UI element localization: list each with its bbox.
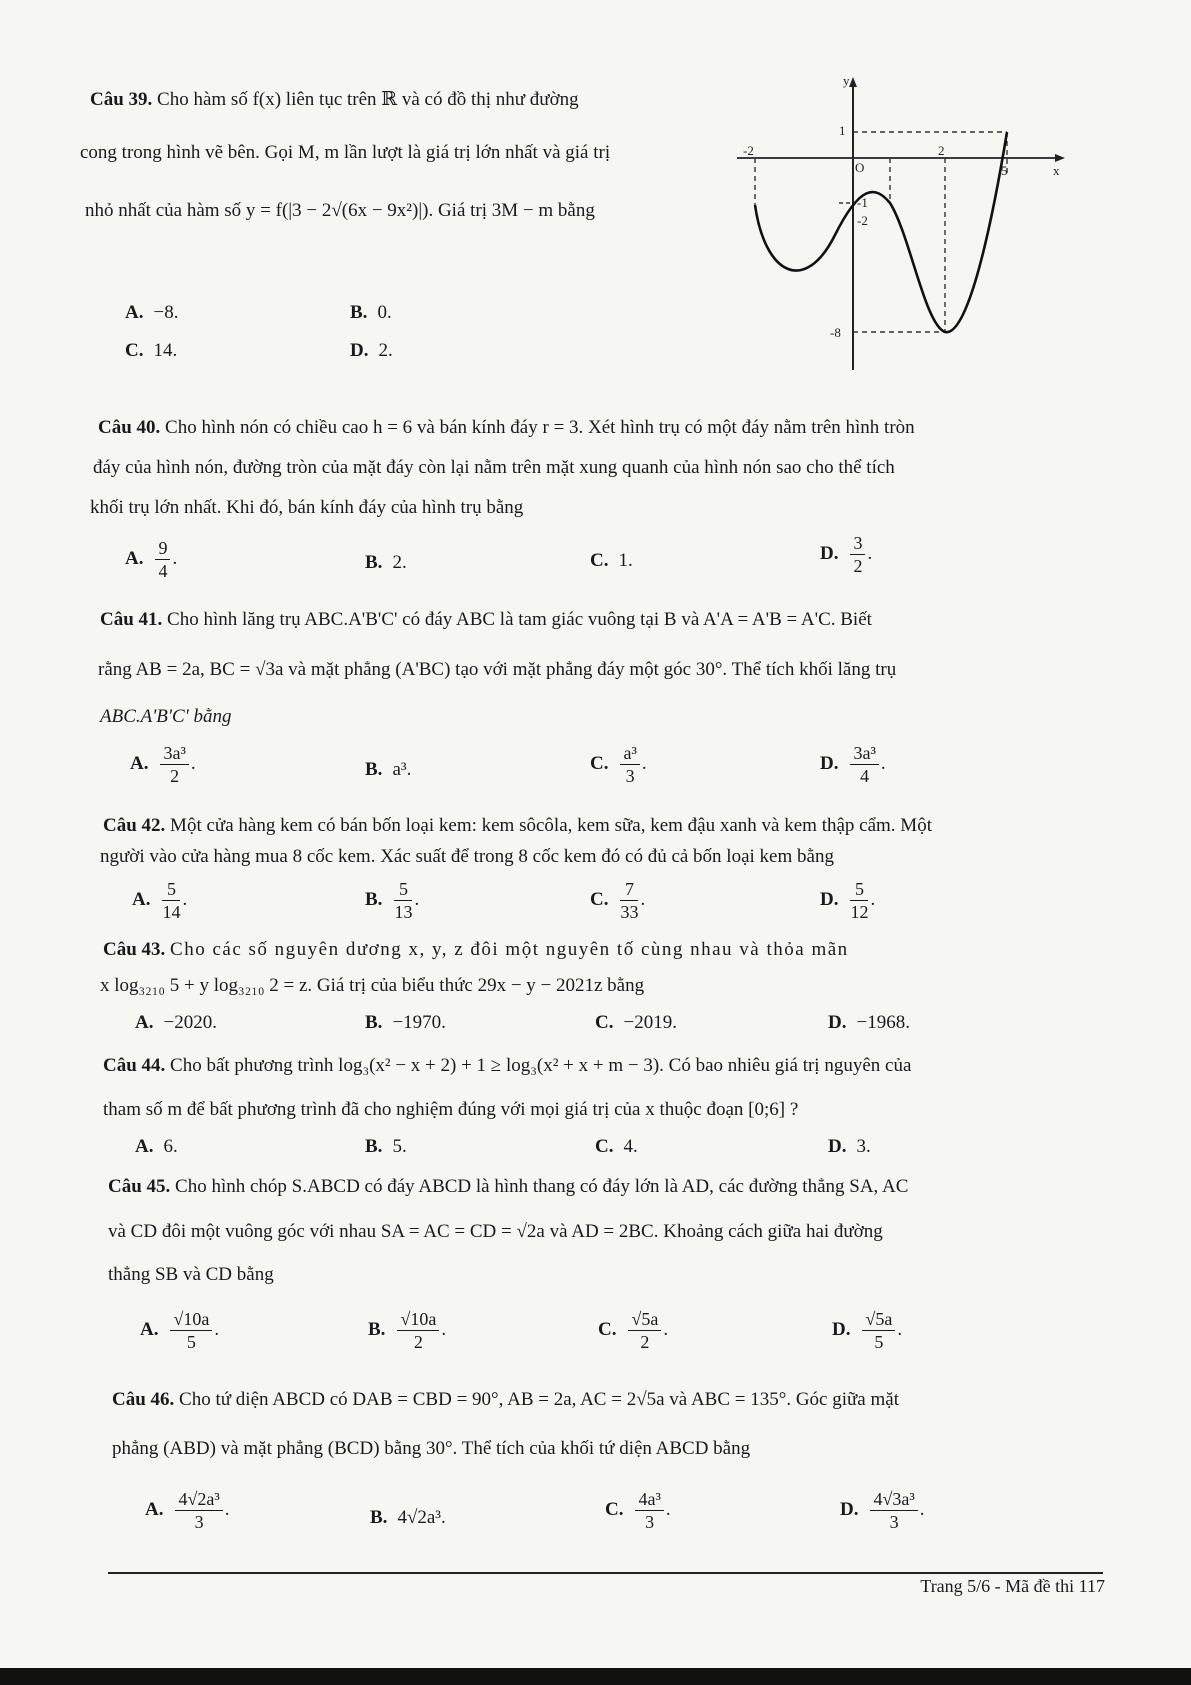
question-text: Cho hình lăng trụ ABC.A'B'C' có đáy ABC là tam giác vuông tại B và A'A = A'B = A'C. Biết xyxy=(167,609,872,630)
question-label: Câu 45. xyxy=(108,1176,171,1197)
option-b[interactable]: B. a³. xyxy=(365,759,412,780)
question-text: Cho hình nón có chiều cao h = 6 và bán kính đáy r = 3. Xét hình trụ có một đáy nằm trên hình tròn xyxy=(165,417,915,438)
option-c[interactable]: C. $\frac{\text{4a³}}{3}$ . xyxy=(605,1489,671,1532)
tick-label: 1 xyxy=(839,123,846,138)
question-label: Câu 46. xyxy=(112,1389,175,1410)
question-text: phẳng (ABD) và mặt phẳng (BCD) bằng 30°. Thể tích của khối tứ diện ABCD bằng xyxy=(112,1438,751,1459)
option-d[interactable]: D. −1968. xyxy=(828,1012,910,1033)
option-d[interactable]: D. $\frac{\text{4√3a³}}{3}$ . xyxy=(840,1489,925,1532)
function-curve xyxy=(755,132,1007,332)
question-text: đáy của hình nón, đường tròn của mặt đáy còn lại nằm trên mặt xung quanh của hình nón sao cho thể tích xyxy=(93,457,895,478)
option-c[interactable]: C. −2019. xyxy=(595,1012,677,1033)
option-b[interactable]: B. $\frac{5}{13}$ . xyxy=(365,879,420,922)
option-a[interactable]: A. −2020. xyxy=(135,1012,217,1033)
scan-edge xyxy=(0,1668,1191,1685)
option-c[interactable]: C. $\frac{√5a}{2}$ . xyxy=(598,1309,669,1352)
x-axis-label: x xyxy=(1053,163,1060,178)
y-axis-label: y xyxy=(843,75,850,88)
option-c[interactable]: C. 1. xyxy=(590,550,633,571)
function-graph xyxy=(735,75,1070,375)
option-d[interactable]: D. $\frac{\text{3a³}}{4}$ . xyxy=(820,743,886,786)
page-footer: Trang 5/6 - Mã đề thi 117 xyxy=(920,1576,1105,1596)
tick-label: 5 xyxy=(1001,163,1008,178)
option-b[interactable]: B. 0. xyxy=(350,302,392,323)
question-text: Cho các số nguyên dương x, y, z đôi một nguyên tố cùng nhau và thỏa mãn xyxy=(170,939,849,960)
option-d[interactable]: D. 2. xyxy=(350,340,393,361)
question-label: Câu 42. xyxy=(103,815,166,836)
option-a[interactable]: A. $\frac{\text{4√2a³}}{3}$ . xyxy=(145,1489,230,1532)
question-text: Cho hàm số f(x) liên tục trên ℝ và có đồ thị như đường xyxy=(157,89,579,110)
question-text: Cho hình chóp S.ABCD có đáy ABCD là hình thang có đáy lớn là AD, các đường thẳng SA, AC xyxy=(175,1176,909,1197)
question-text: Cho tứ diện ABCD có DAB = CBD = 90°, AB = 2a, AC = 2√5a và ABC = 135°. Góc giữa mặt xyxy=(179,1389,899,1410)
x-arrow xyxy=(1055,154,1065,162)
option-c[interactable]: C. 14. xyxy=(125,340,178,361)
option-b[interactable]: B. $\frac{√10a}{2}$ . xyxy=(368,1309,447,1352)
question-text: khối trụ lớn nhất. Khi đó, bán kính đáy của hình trụ bằng xyxy=(90,497,524,518)
option-c[interactable]: C. 4. xyxy=(595,1136,638,1157)
option-a[interactable]: A. 6. xyxy=(135,1136,178,1157)
question-label: Câu 43. xyxy=(103,939,166,960)
question-text: nhỏ nhất của hàm số y = f(|3 − 2√(6x − 9x²)|). Giá trị 3M − m bằng xyxy=(85,200,595,221)
option-b[interactable]: B. 2. xyxy=(365,552,407,573)
origin-label: O xyxy=(855,160,865,175)
question-text: cong trong hình vẽ bên. Gọi M, m lần lượt là giá trị lớn nhất và giá trị xyxy=(80,142,611,163)
question-label: Câu 41. xyxy=(100,609,163,630)
question-label: Câu 44. xyxy=(103,1055,166,1076)
question-label: Câu 40. xyxy=(98,417,161,438)
question-label: Câu 39. xyxy=(90,89,153,110)
option-d[interactable]: D. $\frac{5}{12}$ . xyxy=(820,879,876,922)
option-d[interactable]: D. 3. xyxy=(828,1136,871,1157)
option-b[interactable]: B. 5. xyxy=(365,1136,407,1157)
option-a[interactable]: A. −8. xyxy=(125,302,179,323)
y-arrow xyxy=(849,77,857,87)
option-a[interactable]: A. $\frac{5}{14}$ . xyxy=(132,879,188,922)
question-text: Một cửa hàng kem có bán bốn loại kem: kem sôcôla, kem sữa, kem đậu xanh và kem thập cẩm. Một xyxy=(170,815,932,836)
question-text: tham số m để bất phương trình đã cho nghiệm đúng với mọi giá trị của x thuộc đoạn [0;6] ? xyxy=(103,1099,799,1120)
tick-label: -1 xyxy=(857,195,868,210)
tick-label: -2 xyxy=(743,143,754,158)
option-d[interactable]: D. $\frac{√5a}{5}$ . xyxy=(832,1309,903,1352)
question-text: rằng AB = 2a, BC = √3a và mặt phẳng (A'BC) tạo với mặt phẳng đáy một góc 30°. Thể tích khối lăng trụ xyxy=(98,659,897,680)
tick-label: 2 xyxy=(938,143,945,158)
question-text: và CD đôi một vuông góc với nhau SA = AC = CD = √2a và AD = 2BC. Khoảng cách giữa hai đường xyxy=(108,1221,883,1242)
option-c[interactable]: C. $\frac{7}{33}$ . xyxy=(590,879,646,922)
tick-label: -2 xyxy=(857,213,868,228)
option-a[interactable]: A. $\frac{√10a}{5}$ . xyxy=(140,1309,220,1352)
question-text: Cho bất phương trình log₃(x² − x + 2) + 1 ≥ log₃(x² + x + m − 3). Có bao nhiêu giá trị nguyên của xyxy=(170,1055,912,1076)
option-a[interactable]: A. $\frac{\text{3a³}}{2}$ . xyxy=(130,743,196,786)
question-text: người vào cửa hàng mua 8 cốc kem. Xác suất để trong 8 cốc kem đó có đủ cả bốn loại kem bằng xyxy=(100,846,834,867)
option-b[interactable]: B. 4√2a³. xyxy=(370,1507,446,1528)
option-a[interactable]: A. $\frac{9}{4}$ . xyxy=(125,538,178,581)
question-text: ABC.A'B'C' bằng xyxy=(100,706,232,727)
tick-label: -8 xyxy=(830,325,841,340)
option-c[interactable]: C. $\frac{\text{a³}}{3}$ . xyxy=(590,743,647,786)
question-text: thẳng SB và CD bằng xyxy=(108,1264,274,1285)
question-text: x log₃₂₁₀ 5 + y log₃₂₁₀ 2 = z. Giá trị của biểu thức 29x − y − 2021z bằng xyxy=(100,975,645,996)
option-b[interactable]: B. −1970. xyxy=(365,1012,446,1033)
footer-divider xyxy=(108,1572,1103,1574)
option-d[interactable]: D. $\frac{3}{2}$ . xyxy=(820,533,873,576)
